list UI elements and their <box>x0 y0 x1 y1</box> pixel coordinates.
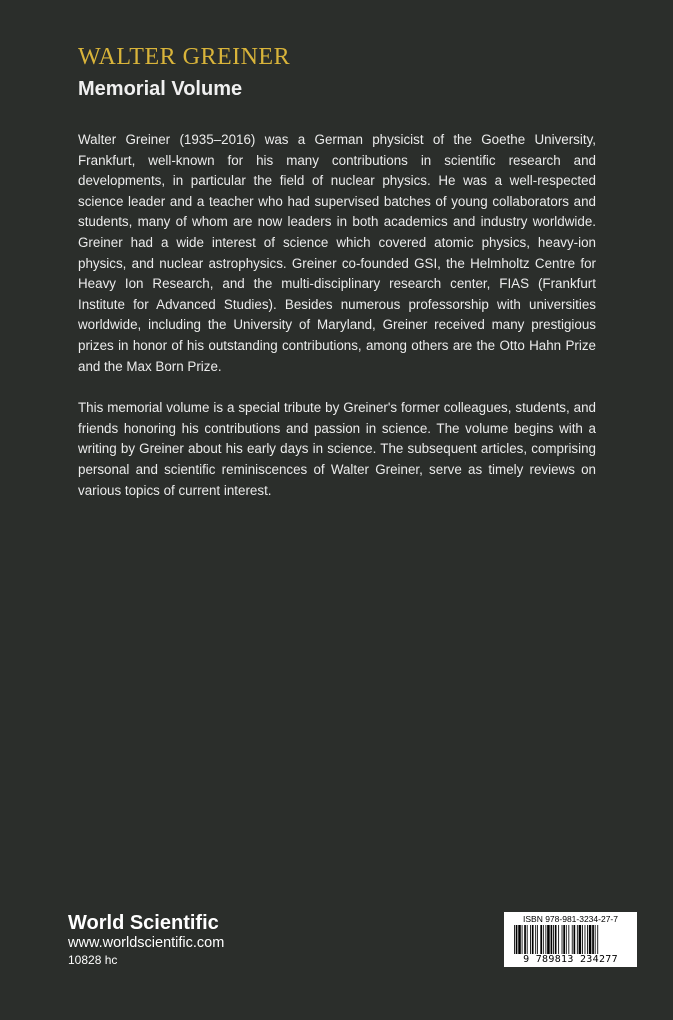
barcode-bar <box>577 925 578 954</box>
barcode-bar <box>514 925 515 954</box>
barcode-bar <box>522 925 523 954</box>
isbn-barcode <box>504 912 637 967</box>
barcode-bar <box>587 925 588 954</box>
book-subtitle: Memorial Volume <box>78 78 243 100</box>
barcode-bar <box>589 925 592 954</box>
book-title: WALTER GREINER <box>78 44 291 70</box>
blurb-paragraph-2: This memorial volume is a special tribute by Greiner's former colleagues, students, and friends honoring his contributions and passion in science. The volume begins with a writing by Greiner about his early days in science. The subsequent articles, comprising personal and scientific reminiscences of Walter Greiner, serve as timely reviews on various topics of current interest. <box>78 400 596 498</box>
product-code: 10828 hc <box>68 953 118 967</box>
barcode-bar <box>597 925 598 954</box>
barcode-bar <box>545 925 546 954</box>
barcode-bar <box>540 925 542 954</box>
publisher-url: www.worldscientific.com <box>68 935 225 951</box>
barcode-bar <box>527 925 528 954</box>
barcode-bar <box>553 925 554 954</box>
blurb <box>78 130 596 522</box>
barcode-bar <box>574 925 576 954</box>
barcode-bar <box>579 925 582 954</box>
barcode-bar <box>547 925 550 954</box>
barcode-bar <box>551 925 553 954</box>
barcode-bar <box>572 925 573 954</box>
publisher-block <box>68 912 224 968</box>
barcode-bar <box>562 925 563 954</box>
barcode-bar <box>537 925 538 954</box>
barcode-bar <box>555 925 557 954</box>
barcode-bar <box>566 925 567 954</box>
barcode-bar <box>582 925 583 954</box>
barcode-bar <box>532 925 534 954</box>
barcode-bars <box>514 925 627 954</box>
blurb-paragraph-1: Walter Greiner (1935–2016) was a German physicist of the Goethe University, Frankfurt, well-known for his many contributions in scientific research and developments, in particular the field of nuclear physics. He was a well-respected science leader and a teacher who had supervised batches of young collaborators and students, many of whom are now leaders in both academics and industry worldwide. Greiner had a wide interest of science which covered atomic physics, heavy-ion physics, and nuclear astrophysics. Greiner co-founded GSI, the Helmholtz Centre for Heavy Ion Research, and the multi-disciplinary research center, FIAS (Frankfurt Institute for Advanced Studies). Besides numerous professorship with universities worldwide, including the University of Maryland, Greiner received many prestigious prizes in honor of his outstanding contributions, among others are the Otto Hahn Prize and the Max Born Prize. <box>78 132 596 374</box>
barcode-bar <box>558 925 559 954</box>
barcode-bar <box>530 925 531 954</box>
barcode-bar <box>524 925 526 954</box>
barcode-number: 9 789813 234277 <box>523 954 618 965</box>
barcode-bar <box>518 925 521 954</box>
barcode-bar <box>543 925 544 954</box>
barcode-bar <box>568 925 569 954</box>
publisher-name: World Scientific <box>68 912 219 934</box>
barcode-bar <box>563 925 565 954</box>
barcode-bar <box>592 925 594 954</box>
barcode-bar <box>595 925 596 954</box>
barcode-bar <box>535 925 536 954</box>
barcode-bar <box>585 925 586 954</box>
barcode-bar <box>516 925 518 954</box>
isbn-label: ISBN 978-981-3234-27-7 <box>523 914 618 924</box>
